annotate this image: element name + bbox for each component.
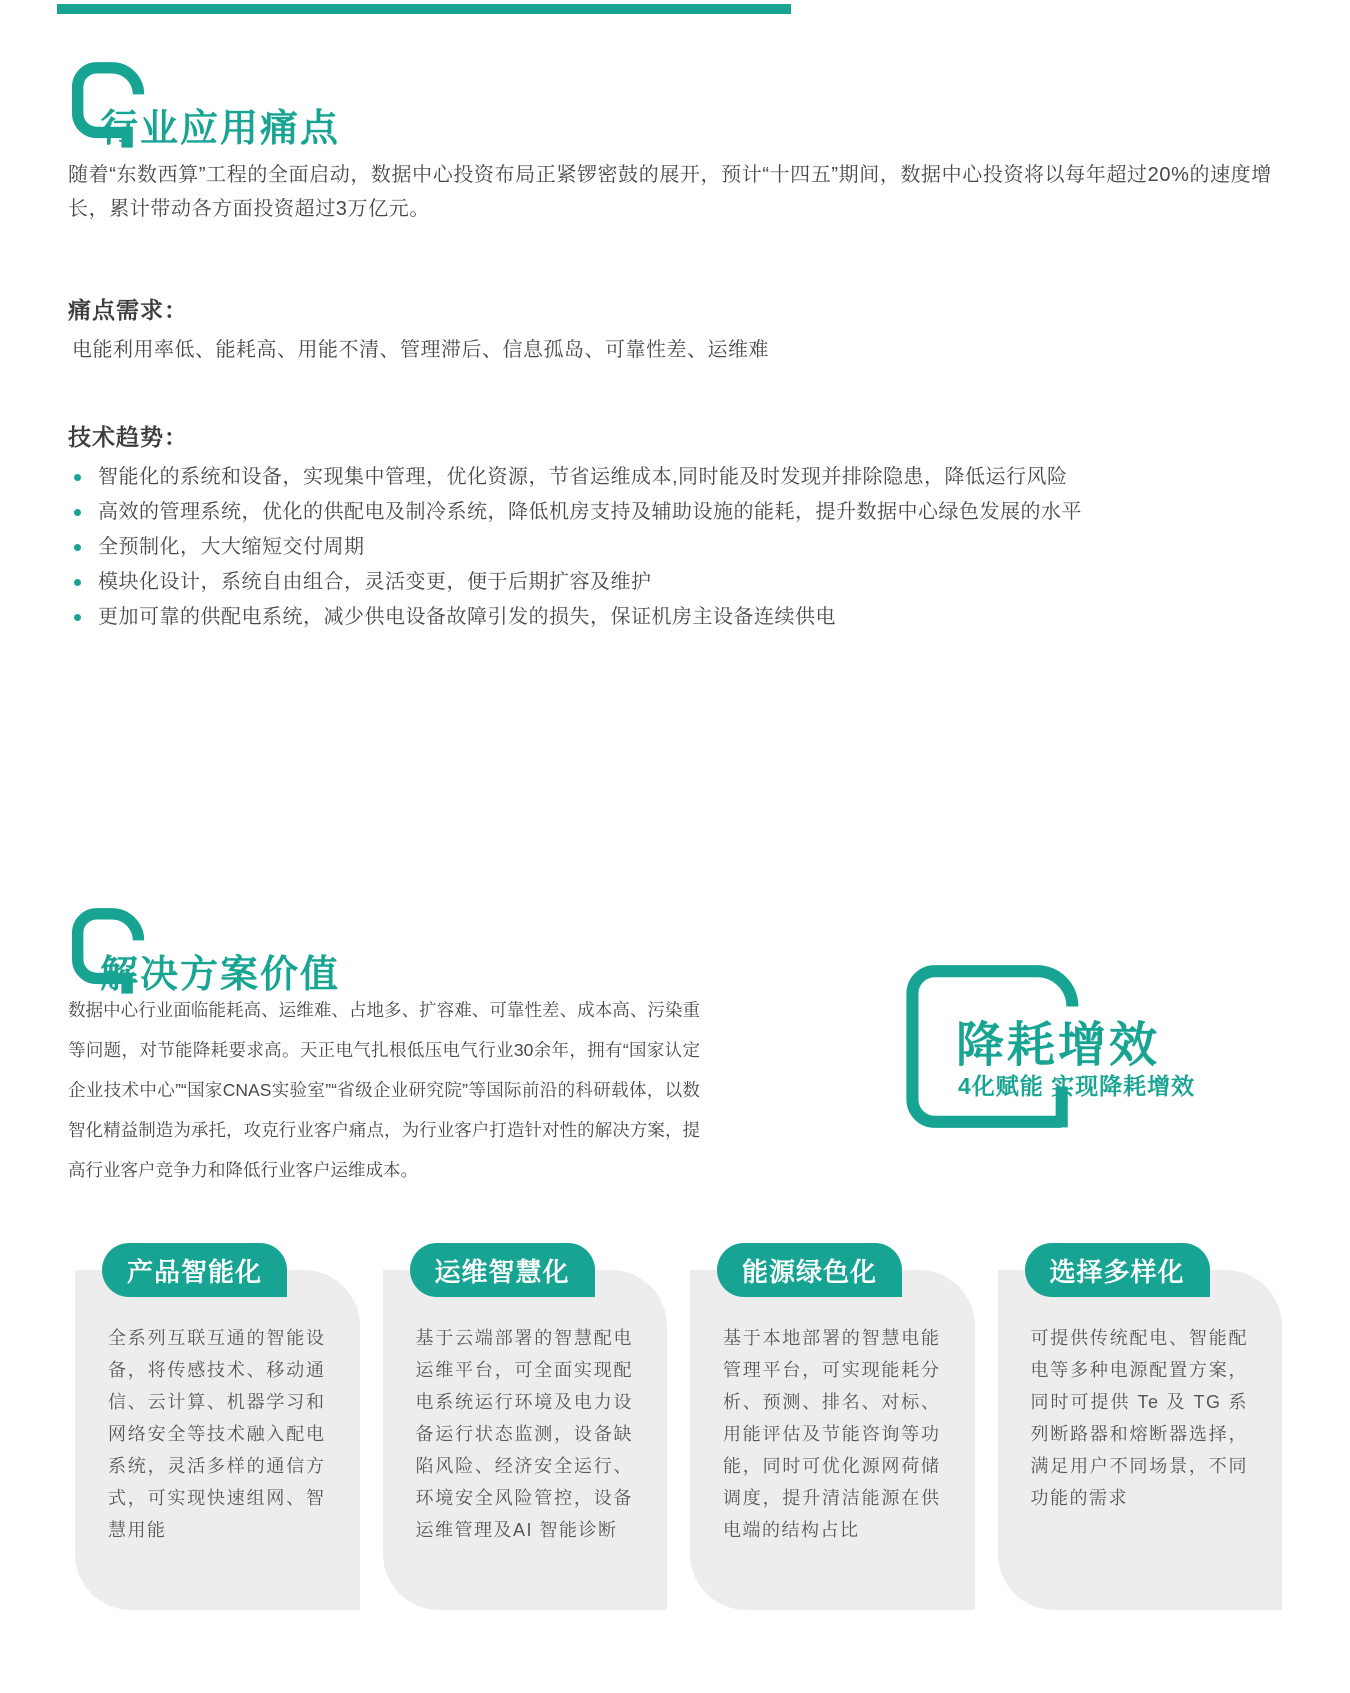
card-title-pill: 运维智慧化 bbox=[410, 1243, 595, 1297]
pain-demand-text: 电能利用率低、能耗高、用能不清、管理滞后、信息孤岛、可靠性差、运维难 bbox=[72, 339, 769, 361]
trend-item bbox=[72, 571, 1222, 593]
trend-item-text: 更加可靠的供配电系统，减少供电设备故障引发的损失，保证机房主设备连续供电 bbox=[98, 606, 836, 628]
trend-item-text: 模块化设计，系统自由组合，灵活变更，便于后期扩容及维护 bbox=[98, 571, 652, 593]
card-body-text: 全系列互联互通的智能设备，将传感技术、移动通信、云计算、机器学习和网络安全等技术融入配电系统，灵活多样的通信方式，可实现快速组网、智慧用能 bbox=[75, 1270, 360, 1610]
trend-item-text: 高效的管理系统，优化的供配电及制冷系统，降低机房支持及辅助设施的能耗，提升数据中心绿色发展的水平 bbox=[98, 501, 1082, 523]
trend-item bbox=[72, 501, 1222, 523]
trend-item-text: 全预制化，大大缩短交付周期 bbox=[98, 536, 365, 558]
value-card-smart-operation bbox=[383, 1243, 668, 1610]
pain-demand-heading: 痛点需求： bbox=[68, 297, 188, 323]
value-badge-subtitle: 4化赋能 实现降耗增效 bbox=[958, 1073, 1196, 1099]
trend-item bbox=[72, 606, 1222, 628]
value-badge-title: 降耗增效 bbox=[956, 1019, 1161, 1072]
top-accent-bar bbox=[57, 4, 791, 14]
value-card-diverse-choice bbox=[998, 1243, 1283, 1610]
card-body-text: 基于云端部署的智慧配电运维平台，可全面实现配电系统运行环境及电力设备运行状态监测，设备缺陷风险、经济安全运行、环境安全风险管控，设备运维管理及AI 智能诊断 bbox=[383, 1270, 668, 1610]
trend-item bbox=[72, 466, 1222, 488]
card-title-pill: 能源绿色化 bbox=[717, 1243, 902, 1297]
card-title-pill: 选择多样化 bbox=[1025, 1243, 1210, 1297]
tech-trend-heading: 技术趋势： bbox=[68, 424, 188, 450]
value-cards bbox=[75, 1243, 1282, 1610]
trend-item bbox=[72, 536, 1222, 558]
tech-trend-list bbox=[72, 466, 1222, 641]
bullet-dot-icon bbox=[74, 544, 81, 551]
value-card-green-energy bbox=[690, 1243, 975, 1610]
card-body-text: 基于本地部署的智慧电能管理平台，可实现能耗分析、预测、排名、对标、用能评估及节能咨询等功能，同时可优化源网荷储调度，提升清洁能源在供电端的结构占比 bbox=[690, 1270, 975, 1610]
section1-title: 行业应用痛点 bbox=[100, 108, 341, 151]
card-title-pill: 产品智能化 bbox=[102, 1243, 287, 1297]
bullet-dot-icon bbox=[74, 614, 81, 621]
section2-title: 解决方案价值 bbox=[100, 954, 341, 997]
value-card-product-intelligence bbox=[75, 1243, 360, 1610]
trend-item-text: 智能化的系统和设备，实现集中管理，优化资源，节省运维成本,同时能及时发现并排除隐患，降低运行风险 bbox=[98, 466, 1068, 488]
bullet-dot-icon bbox=[74, 474, 81, 481]
card-body-text: 可提供传统配电、智能配电等多种电源配置方案，同时可提供 Te 及 TG 系列断路器和熔断器选择，满足用户不同场景，不同功能的需求 bbox=[998, 1270, 1283, 1610]
bullet-dot-icon bbox=[74, 579, 81, 586]
section1-intro-paragraph: 随着“东数西算”工程的全面启动，数据中心投资布局正紧锣密鼓的展开，预计“十四五”期间，数据中心投资将以每年超过20%的速度增长，累计带动各方面投资超过3万亿元。 bbox=[68, 164, 1272, 220]
section2-paragraph: 数据中心行业面临能耗高、运维难、占地多、扩容难、可靠性差、成本高、污染重等问题，对节能降耗要求高。天正电气扎根低压电气行业30余年，拥有“国家认定企业技术中心”“国家CNAS实验室”“省级企业研究院”等国际前沿的科研载体，以数智化精益制造为承托，攻克行业客户痛点，为行业客户打造针对性的解决方案，提高行业客户竞争力和降低行业客户运维成本。 bbox=[68, 1000, 700, 1180]
bullet-dot-icon bbox=[74, 509, 81, 516]
